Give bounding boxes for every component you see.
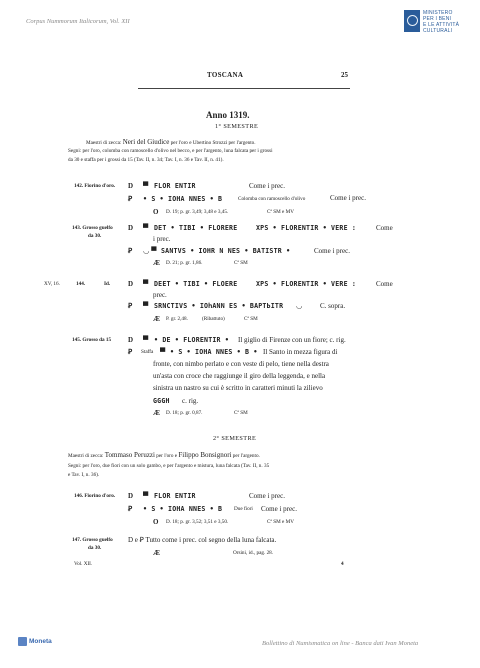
entry-144-meta: P. gr. 2,48. [166, 316, 188, 322]
entry-142-collection: Cª SM e MV [267, 209, 294, 215]
entry-145-ribbon-note: c. rig. [182, 397, 199, 405]
ministry-logo [404, 10, 459, 34]
entry-145-desc-line-1: fronte, con nimbo perlato e con veste di pelo, tiene nella destra [153, 360, 329, 368]
year-title: Anno 1319. [206, 110, 250, 120]
entry-145-collection: Cª SM [234, 410, 248, 416]
entry-142-reverse-mark: Ꝑ [128, 195, 133, 203]
page-number: 25 [341, 71, 348, 79]
entry-144-metal: Æ [153, 315, 160, 323]
entry-143-obverse-legend-2: XPS • FLORENTIR • VERE : [256, 224, 357, 232]
entry-144-collection: Cª SM [244, 316, 258, 322]
entry-146-meta: D. 18; p. gr. 3,52; 3,51 e 3,50. [166, 519, 229, 525]
entry-146-obverse-mark: D [128, 492, 134, 500]
entry-144-reverse-mark: Ꝑ [128, 302, 133, 310]
entry-143-metal: Æ [153, 259, 160, 267]
entry-145-reverse-sign: Staffa [141, 349, 154, 355]
entry-144-obverse-legend-2: XPS • FLORENTIR • VERE : [256, 280, 357, 288]
entry-144-obverse-mark: D [128, 280, 134, 288]
entry-144-reverse-legend: SRNCTIVS • IOҺANN ES • BAPTЬITR [154, 302, 284, 310]
entry-145-meta: D. 18; p. gr. 0,87. [166, 410, 203, 416]
entry-144-obverse-symbol: ▀ [143, 279, 149, 288]
entry-146-obverse-legend: FLOR ENTIR [154, 492, 196, 500]
entry-142-obverse-note: Come i prec. [249, 182, 285, 190]
entry-145-ribbon-legend: GGGH [153, 397, 170, 405]
entry-144-plate-ref: XV, 16. [44, 281, 60, 287]
entry-143-obverse-note: Come [376, 224, 393, 232]
entry-145-metal: Æ [153, 409, 160, 417]
entry-145-reverse-symbol: ▀ [160, 347, 166, 356]
entry-144-reverse-symbol: ▀ [143, 301, 149, 310]
entry-146-label: 146. Fiorino d'oro. [74, 493, 116, 499]
entry-146-reverse-mark: Ꝑ [128, 505, 133, 513]
entry-145-obverse-note: Il giglio di Firenze con un fiore; c. rig. [238, 336, 346, 344]
entry-143-reverse-mark: Ꝑ [128, 247, 133, 255]
series-header: Corpus Nummorum Italicorum, Vol. XII [26, 18, 130, 25]
signature-mark: 4 [341, 561, 344, 567]
entry-144-label: 144. [76, 281, 86, 287]
entry-142-metal: O [153, 208, 159, 216]
entry-143-reverse-note: Come i prec. [314, 247, 350, 255]
entry-144-meta-2: (Ribattuto) [202, 316, 225, 322]
moneta-logo-icon [18, 637, 27, 646]
entry-143-obverse-legend: DET • TIBI • FLORERE [154, 224, 238, 232]
entry-142-reverse-note: Come i prec. [330, 194, 366, 202]
entry-143-reverse-symbols: ◡ ▀ [143, 246, 157, 255]
signs-1-line2: da 30 e staffa per i grossi da 15 (Tav. II, n. 34; Tav. I, n. 36 e Tav. II, n. 41). [68, 157, 224, 163]
entry-144-obverse-legend: DEET • TIBI • FLOERE [154, 280, 238, 288]
entry-143-obverse-mark: D [128, 224, 134, 232]
entry-147-text: D e Ꝑ Tutto come i prec. col segno della luna falcata. [128, 536, 277, 544]
entry-147-meta: Orsini, id., pag. 28. [233, 550, 274, 556]
entry-144-reverse-note: C. sopra. [320, 302, 346, 310]
entry-145-desc-line-3: sinistra un nastro su cui è scritto in caratteri minuti la zilievo [153, 384, 323, 392]
database-credit: Bollettino di Numismatica on line - Banca dati Ivan Moneta [262, 640, 419, 647]
entry-142-obverse-symbol: ▀ [143, 181, 149, 190]
entry-142-obverse-mark: D [128, 182, 134, 190]
entry-144-obverse-note: Come [376, 280, 393, 288]
masters-2: Maestri di zecca: Tommaso Peruzzi per l'oro e Filippo Bonsignori per l'argento. [68, 451, 260, 459]
signs-1-line1: Segni: per l'oro, colomba con ramoscello d'olivo nel becco, e per l'argento, luna falcata per i grossi [68, 148, 273, 154]
moneta-logo: Moneta [18, 637, 52, 646]
entry-143-reverse-legend: SANTVS • IOHR N NES • BATISTR • [161, 247, 291, 255]
entry-143-collection: Cª SM [234, 260, 248, 266]
entry-145-label: 145. Grosso da 15 [72, 337, 112, 343]
entry-145-obverse-mark: D [128, 336, 134, 344]
header-rule [138, 88, 350, 89]
entry-142-meta: D. 19; p. gr. 3,49; 3,48 e 3,45. [166, 209, 229, 215]
entry-144-obverse-note-2: prec. [153, 291, 167, 299]
entry-143-label2: da 30. [88, 233, 102, 239]
ministry-logo-text: MINISTERO PER I BENI E LE ATTIVITÀ CULTURALI [423, 10, 460, 34]
signs-2-line2: e Tav. I, n. 36). [68, 472, 100, 478]
entry-145-reverse-mark: Ꝑ [128, 348, 133, 356]
entry-143-obverse-note-2: i prec. [153, 235, 171, 243]
entry-143-label: 143. Grosso guelfo [72, 225, 113, 231]
entry-145-reverse-legend: • S • IOHA NNES • B • [170, 348, 258, 356]
masters-1: Maestri di zecca: Neri del Giudice per l'oro e Ubertino Strozzi per l'argento. [86, 138, 256, 146]
entry-145-reverse-note: Il Santo in mezza figura di [263, 348, 338, 356]
semester-2: 2° SEMESTRE [213, 435, 257, 442]
entry-142-reverse-sign: Colomba con ramoscello d'olivo [238, 196, 306, 202]
entry-143-obverse-symbol: ▀ [143, 223, 149, 232]
entry-147-metal: Æ [153, 549, 160, 557]
entry-144-reverse-crescent: ◡ [296, 301, 303, 310]
entry-145-obverse-symbol: ▀ [143, 335, 149, 344]
entry-143-meta: D. 21; p. gr. 1,86. [166, 260, 203, 266]
entry-147-label2: da 30. [88, 545, 102, 551]
entry-147-label: 147. Grosso guelfo [72, 537, 113, 543]
ministry-emblem-icon [404, 10, 420, 32]
entry-146-obverse-note: Come i prec. [249, 492, 285, 500]
signs-2-line1: Segni: per l'oro, due fiori con un solo gambo, e per l'argento e mistura, luna falcata (Tav. II, n. 35 [68, 463, 270, 469]
entry-142-obverse-legend: FLOR ENTIR [154, 182, 196, 190]
entry-146-reverse-legend: • S • IOHA NNES • B [143, 505, 223, 513]
entry-146-reverse-note: Come i prec. [261, 505, 297, 513]
entry-144-sub: Id. [104, 281, 111, 287]
entry-146-obverse-symbol: ▀ [143, 491, 149, 500]
entry-146-reverse-sign: Due fiori [234, 506, 253, 512]
volume-footer: Vol. XII. [74, 561, 93, 567]
entry-145-desc-line-2: un'asta con croce che raggiunge il giro della leggenda, e nella [153, 372, 326, 380]
semester-1: 1° SEMESTRE [215, 123, 259, 130]
entry-142-reverse-legend: • S • IOHA NNES • B [143, 195, 223, 203]
entry-142-label: 142. Fiorino d'oro. [74, 183, 116, 189]
entry-146-metal: O [153, 518, 159, 526]
entry-145-obverse-legend: • DE • FLORENTIR • [154, 336, 230, 344]
entry-146-collection: Cª SM e MV [267, 519, 294, 525]
section-title: TOSCANA [207, 71, 244, 79]
